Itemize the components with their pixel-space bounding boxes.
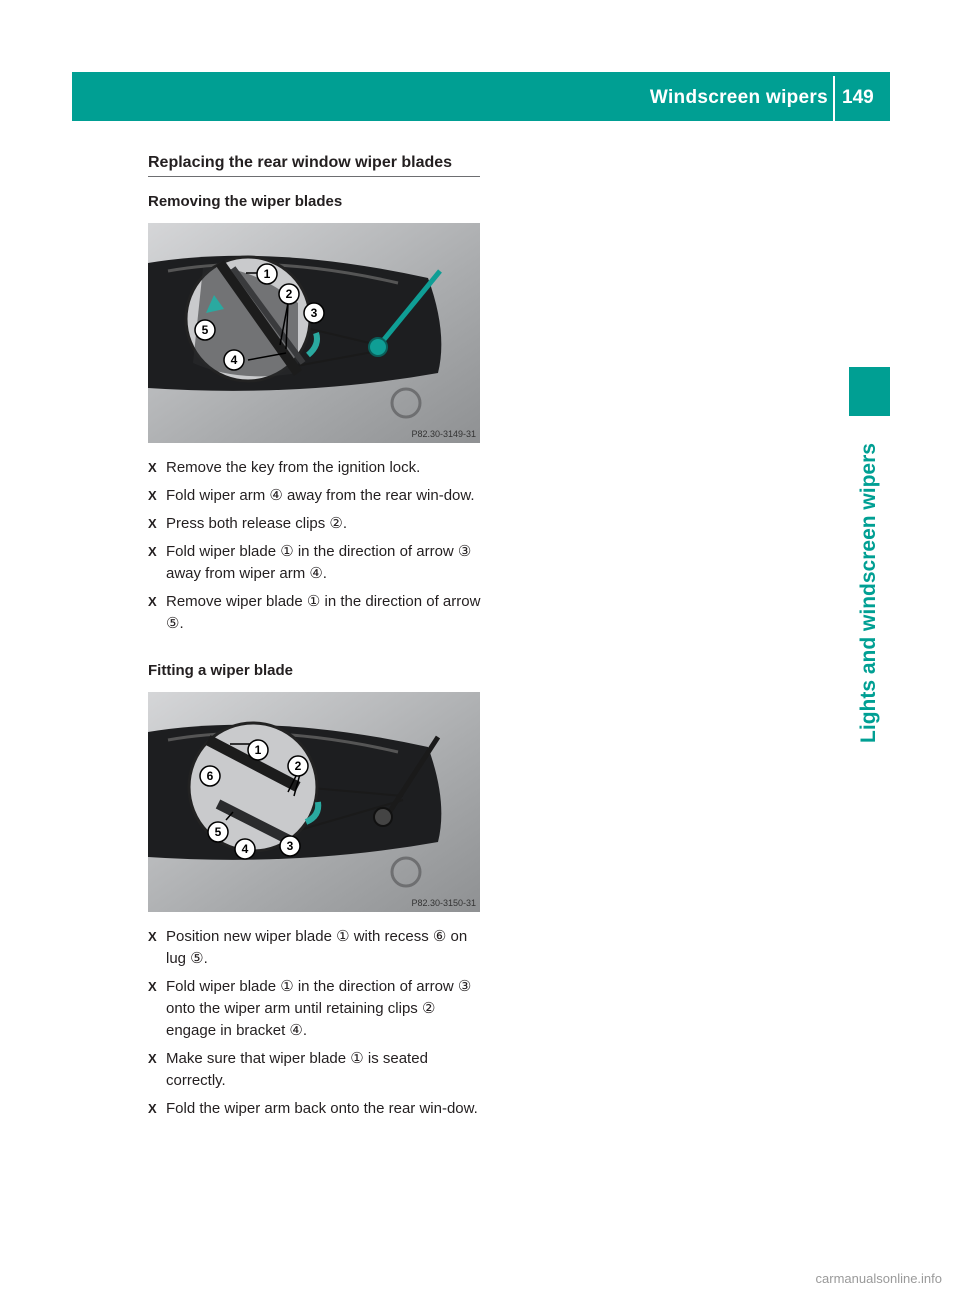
callout-2: 2: [294, 759, 302, 773]
step-marker: X: [148, 979, 157, 994]
section-divider: [148, 176, 480, 177]
step-marker: X: [148, 516, 157, 531]
list-item: [148, 485, 484, 507]
header-divider: [833, 76, 835, 121]
list-item: [148, 457, 484, 479]
chapter-label: Lights and windscreen wipers: [857, 443, 880, 743]
step-marker: X: [148, 1051, 157, 1066]
section-title: Replacing the rear window wiper blades: [148, 154, 453, 171]
fitting-illustration: [148, 692, 480, 912]
list-item: [148, 541, 484, 585]
list-item: [148, 926, 484, 970]
callout-4: 4: [230, 353, 238, 367]
callout-3: 3: [286, 839, 294, 853]
callout-5: 5: [201, 323, 209, 337]
callout-2: 2: [285, 287, 293, 301]
step-text: Position new wiper blade ① with recess ⑥ on lug ⑤.: [166, 928, 468, 967]
step-marker: X: [148, 1101, 157, 1116]
list-item: [148, 513, 484, 535]
removing-title: Removing the wiper blades: [148, 193, 343, 210]
step-text: Fold wiper blade ① in the direction of arrow ③ onto the wiper arm until retaining clips ② engage in bracket ④.: [166, 978, 472, 1039]
figure-code: P82.30-3150-31: [411, 898, 476, 908]
figure-code: P82.30-3149-31: [411, 429, 476, 439]
step-marker: X: [148, 544, 157, 559]
list-item: [148, 976, 484, 1042]
callout-1: 1: [263, 267, 271, 281]
callout-5: 5: [214, 825, 222, 839]
fitting-title: Fitting a wiper blade: [148, 662, 294, 679]
fitting-steps: [148, 926, 484, 1126]
step-text: Remove the key from the ignition lock.: [166, 459, 421, 476]
step-marker: X: [148, 488, 157, 503]
step-marker: X: [148, 594, 157, 609]
page-header-title: Windscreen wipers: [649, 87, 828, 108]
step-marker: X: [148, 460, 157, 475]
callout-6: 6: [206, 769, 214, 783]
removing-illustration: [148, 223, 480, 443]
step-text: Fold the wiper arm back onto the rear win-dow.: [166, 1100, 478, 1117]
callout-4: 4: [241, 842, 249, 856]
chapter-tab: [849, 367, 890, 416]
step-text: Make sure that wiper blade ① is seated correctly.: [166, 1050, 428, 1089]
list-item: [148, 1048, 484, 1092]
step-marker: X: [148, 929, 157, 944]
step-text: Press both release clips ②.: [166, 515, 348, 532]
step-text: Fold wiper blade ① in the direction of arrow ③ away from wiper arm ④.: [166, 543, 472, 582]
list-item: [148, 591, 484, 635]
page-number: 149: [842, 87, 874, 108]
step-text: Fold wiper arm ④ away from the rear win-dow.: [166, 487, 475, 504]
list-item: [148, 1098, 484, 1120]
watermark: carmanualsonline.info: [815, 1271, 942, 1286]
step-text: Remove wiper blade ① in the direction of arrow ⑤.: [166, 593, 481, 632]
callout-1: 1: [254, 743, 262, 757]
removing-steps: [148, 457, 484, 641]
callout-3: 3: [310, 306, 318, 320]
